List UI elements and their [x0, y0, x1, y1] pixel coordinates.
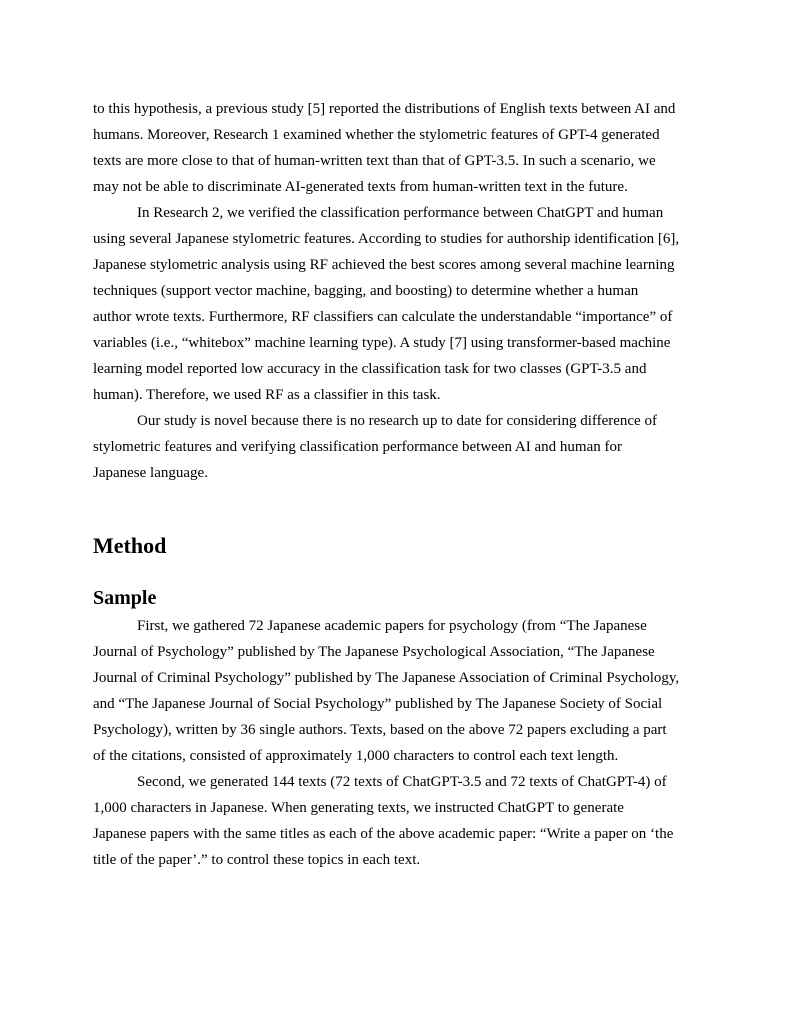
text-line: Japanese stylometric analysis using RF achieved the best scores among several machine learning: [93, 257, 675, 273]
text-line: title of the paper’.” to control these topics in each text.: [93, 852, 421, 868]
method-heading: Method: [93, 533, 167, 558]
sample-paragraph-1: [93, 613, 713, 769]
intro-paragraph-1: [93, 96, 713, 200]
text-line: using several Japanese stylometric features. According to studies for authorship identification [6],: [93, 231, 680, 247]
text-line: author wrote texts. Furthermore, RF classifiers can calculate the understandable “importance” of: [93, 309, 673, 325]
intro-paragraph-3: [93, 408, 713, 486]
text-line: stylometric features and verifying classification performance between AI and human for: [93, 439, 622, 455]
text-line: In Research 2, we verified the classification performance between ChatGPT and human: [137, 205, 664, 221]
text-line: may not be able to discriminate AI-generated texts from human-written text in the future.: [93, 179, 628, 195]
text-line: Our study is novel because there is no research up to date for considering difference of: [137, 413, 657, 429]
text-line: Journal of Psychology” published by The Japanese Psychological Association, “The Japanese: [93, 644, 655, 660]
intro-paragraph-2: [93, 200, 713, 408]
text-line: texts are more close to that of human-written text than that of GPT-3.5. In such a scenario, we: [93, 153, 656, 169]
intro-section: [93, 96, 713, 486]
text-line: and “The Japanese Journal of Social Psychology” published by The Japanese Society of Social: [93, 696, 663, 712]
text-line: human). Therefore, we used RF as a classifier in this task.: [93, 387, 441, 403]
text-line: Japanese language.: [93, 465, 208, 481]
text-line: Second, we generated 144 texts (72 texts of ChatGPT-3.5 and 72 texts of ChatGPT-4) of: [137, 774, 667, 790]
text-line: to this hypothesis, a previous study [5] reported the distributions of English texts between AI and: [93, 101, 676, 117]
text-line: humans. Moreover, Research 1 examined whether the stylometric features of GPT-4 generated: [93, 127, 660, 143]
text-line: Japanese papers with the same titles as each of the above academic paper: “Write a paper on ‘the: [93, 826, 674, 842]
sample-paragraph-2: [93, 769, 713, 873]
text-line: of the citations, consisted of approximately 1,000 characters to control each text length.: [93, 748, 619, 764]
text-line: Journal of Criminal Psychology” published by The Japanese Association of Criminal Psychology,: [93, 670, 680, 686]
text-line: variables (i.e., “whitebox” machine learning type). A study [7] using transformer-based machine: [93, 335, 671, 351]
sample-heading: Sample: [93, 587, 157, 609]
text-line: First, we gathered 72 Japanese academic papers for psychology (from “The Japanese: [137, 618, 647, 634]
text-line: learning model reported low accuracy in the classification task for two classes (GPT-3.5 and: [93, 361, 647, 377]
sample-section: [93, 613, 713, 873]
text-line: 1,000 characters in Japanese. When generating texts, we instructed ChatGPT to generate: [93, 800, 624, 816]
text-line: techniques (support vector machine, bagging, and boosting) to determine whether a human: [93, 283, 639, 299]
text-line: Psychology), written by 36 single authors. Texts, based on the above 72 papers excluding a part: [93, 722, 667, 738]
